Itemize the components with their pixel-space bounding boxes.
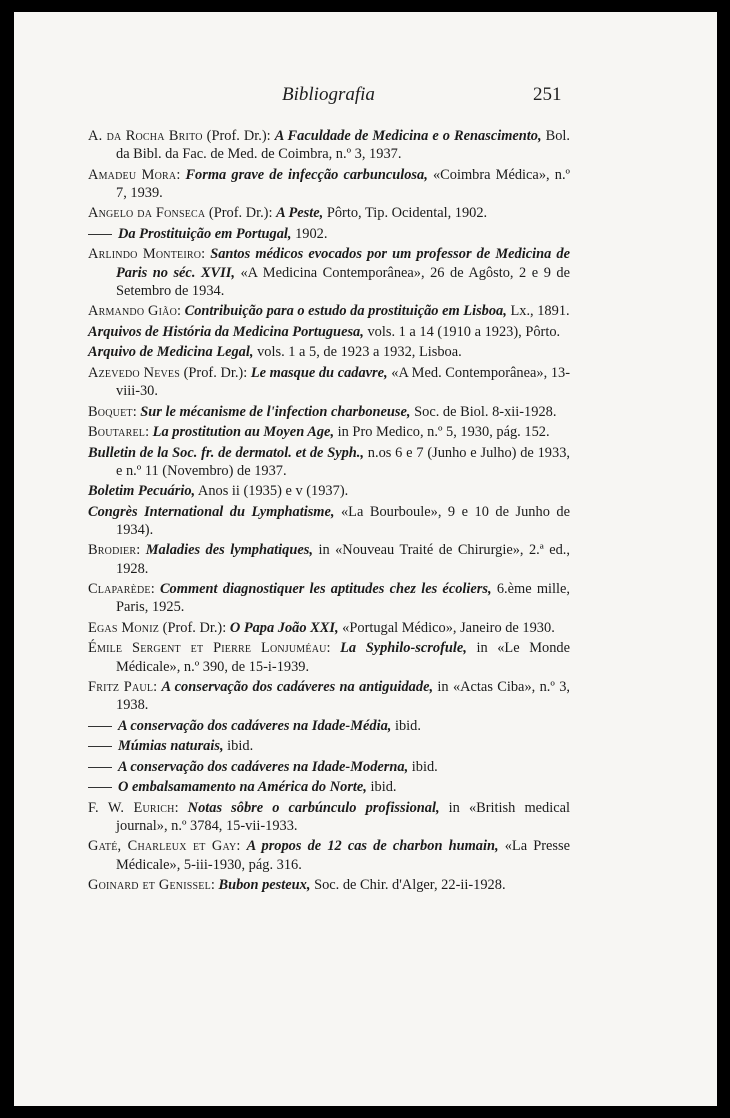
entry-author-suffix: : — [176, 166, 186, 183]
entry-author: Angelo da Fonseca — [88, 205, 206, 222]
bibliography-entry — [88, 758, 570, 776]
entry-reference: Lx., 1891. — [506, 303, 570, 320]
entry-reference: Soc. de Biol. 8-xii-1928. — [410, 403, 557, 420]
entry-title: La Syphilo-scrofule, — [340, 640, 467, 657]
entry-author: Goinard et Genissel — [88, 877, 211, 894]
bibliography-entry — [88, 541, 570, 577]
entry-title: O embalsamamento na América do Norte, — [118, 779, 367, 796]
bibliography-entry — [88, 482, 570, 500]
entry-author-suffix: : — [177, 303, 185, 320]
entry-reference: ibid. — [223, 738, 254, 755]
entry-reference: «La Presse Médicale», 5-iii-1930, pág. 316. — [116, 838, 570, 873]
entry-author: Armando Gião — [88, 303, 178, 320]
bibliography-entry — [88, 403, 570, 421]
bibliography-entry — [88, 444, 570, 480]
entry-author: Boutarel — [88, 424, 146, 441]
bibliography-entry — [88, 837, 570, 873]
entry-author: A. da Rocha Brito — [88, 128, 203, 144]
entry-title: Arquivos de História da Medicina Portuguesa, — [88, 323, 364, 340]
entry-author-suffix: : — [145, 424, 153, 441]
entry-reference: «A Med. Contemporânea», 13-viii-30. — [116, 364, 570, 400]
entry-reference: vols. 1 a 14 (1910 a 1923), Pôrto. — [363, 323, 561, 340]
ditto-dash — [88, 746, 112, 747]
entry-title: O Papa João XXI, — [229, 619, 339, 636]
entry-reference: ibid. — [408, 758, 438, 775]
bibliography-entry — [88, 127, 570, 163]
entry-reference: «La Bourboule», 9 e 10 de Junho de 1934). — [116, 503, 570, 538]
entry-author: Egas Moniz — [88, 619, 160, 636]
ditto-dash — [88, 726, 112, 727]
entry-reference: «Portugal Médico», Janeiro de 1930. — [338, 619, 555, 636]
entry-title: Bulletin de la Soc. fr. de dermatol. et de Syph., — [88, 444, 364, 461]
ditto-dash — [88, 234, 112, 235]
entry-reference: Bol. da Bibl. da Fac. de Med. de Coimbra, n.º 3, 1937. — [116, 128, 571, 163]
book-page — [14, 12, 717, 1106]
entry-title: Comment diagnostiquer les aptitudes chez les écoliers, — [159, 581, 492, 598]
entry-reference: in «British medical journal», n.º 3784, 15-vii-1933. — [116, 799, 570, 834]
entry-author: Émile Sergent et Pierre Lonjuméau — [88, 640, 327, 657]
ditto-dash — [88, 787, 112, 788]
entry-reference: Anos ii (1935) e v (1937). — [195, 483, 349, 500]
bibliography-entry — [88, 619, 570, 637]
bibliography-entry — [88, 717, 570, 735]
bibliography-entry — [88, 876, 570, 894]
entry-title: Le masque du cadavre, — [250, 364, 388, 381]
entry-title: A conservação dos cadáveres na Idade-Média, — [118, 717, 392, 734]
entry-author-suffix: : — [210, 877, 219, 894]
bibliography-entry — [88, 580, 570, 616]
entry-reference: Soc. de Chir. d'Alger, 22-ii-1928. — [310, 877, 506, 894]
entry-reference: ibid. — [366, 779, 397, 796]
bibliography-entry — [88, 639, 570, 675]
entry-title: Congrès International du Lymphatisme, — [88, 503, 335, 520]
entry-reference: Pôrto, Tip. Ocidental, 1902. — [323, 205, 488, 222]
entry-author-suffix: : — [174, 799, 188, 816]
entry-author-suffix: : — [136, 542, 146, 559]
entry-author: Gaté, Charleux et Gay — [88, 838, 237, 855]
entry-title: Boletim Pecuário, — [88, 483, 196, 500]
page-number: 251 — [533, 84, 562, 105]
bibliography-entry — [88, 343, 570, 361]
entry-reference: n.os 6 e 7 (Junho e Julho) de 1933, e n.º 11 (Novembro) de 1937. — [116, 444, 570, 479]
bibliography-entry — [88, 225, 570, 243]
entry-author: Azevedo Neves — [88, 364, 181, 381]
entry-title: Santos médicos evocados por um professor de Medicina de Paris no séc. XVII, — [116, 246, 570, 281]
bibliography-entry — [88, 503, 570, 539]
bibliography-entry — [88, 423, 570, 441]
entry-title: Notas sôbre o carbúnculo profissional, — [187, 799, 440, 816]
entry-reference: vols. 1 a 5, de 1923 a 1932, Lisboa. — [253, 344, 462, 361]
entry-author-suffix: : — [132, 403, 141, 420]
entry-title: A Peste, — [276, 205, 324, 222]
entry-title: Da Prostituição em Portugal, — [118, 225, 292, 242]
bibliography-entry — [88, 166, 570, 202]
entry-reference: ibid. — [391, 717, 421, 734]
entry-author: Claparède — [88, 581, 151, 598]
bibliography-entry — [88, 364, 570, 400]
entry-author-suffix: : — [236, 838, 247, 855]
bibliography-entry — [88, 323, 570, 341]
entry-title: Forma grave de infecção carbunculosa, — [185, 166, 428, 183]
entry-title: Sur le mécanisme de l'infection charboneuse, — [140, 403, 411, 420]
entry-reference: in «Actas Ciba», n.º 3, 1938. — [116, 679, 570, 714]
bibliography-entry — [88, 204, 570, 222]
bibliography-entry — [88, 799, 570, 835]
bibliography-entry — [88, 778, 570, 796]
entry-author: Arlindo Monteiro — [88, 246, 202, 263]
entry-author: Boquet — [88, 403, 133, 420]
entry-title: Maladies des lymphatiques, — [145, 542, 313, 559]
entry-author: F. W. Eurich — [88, 799, 175, 816]
entry-reference: in Pro Medico, n.º 5, 1930, pág. 152. — [334, 424, 550, 441]
entry-author: Fritz Paul — [88, 679, 154, 696]
running-title: Bibliografia — [282, 84, 375, 105]
entry-title: Contribuição para o estudo da prostituição em Lisboa, — [184, 303, 507, 320]
entry-author: Brodier — [88, 542, 137, 559]
entry-title: A conservação dos cadáveres na antiguidade, — [161, 679, 434, 696]
entry-title: A propos de 12 cas de charbon humain, — [246, 838, 499, 855]
bibliography-entry — [88, 678, 570, 714]
bibliography-entry — [88, 245, 570, 300]
entry-author-suffix: (Prof. Dr.): — [205, 205, 277, 222]
entry-reference: in «Nouveau Traité de Chirurgie», 2.ª ed., 1928. — [116, 542, 570, 577]
entry-reference: in «Le Monde Médicale», n.º 390, de 15-i-1939. — [116, 640, 570, 675]
entry-title: Múmias naturais, — [118, 738, 224, 755]
entry-reference: 6.ème mille, Paris, 1925. — [116, 581, 571, 616]
entry-author-suffix: : — [150, 581, 160, 598]
ditto-dash — [88, 767, 112, 768]
bibliography-entry — [88, 302, 570, 320]
entry-title: La prostitution au Moyen Age, — [152, 424, 335, 441]
entry-author-suffix: : — [201, 246, 211, 263]
entry-author: Amadeu Mora — [88, 166, 177, 183]
entry-reference: 1902. — [291, 225, 328, 242]
entry-author-suffix: (Prof. Dr.): — [202, 128, 275, 144]
entry-title: A conservação dos cadáveres na Idade-Moderna, — [118, 758, 409, 775]
entry-title: Arquivo de Medicina Legal, — [88, 344, 254, 361]
entry-author-suffix: (Prof. Dr.): — [159, 619, 230, 636]
entry-author-suffix: : — [326, 640, 341, 657]
bibliography-entry — [88, 737, 570, 755]
entry-title: A Faculdade de Medicina e o Renascimento, — [274, 128, 542, 144]
entry-author-suffix: (Prof. Dr.): — [180, 364, 251, 381]
bibliography-list — [88, 127, 570, 897]
entry-reference: «Coimbra Médica», n.º 7, 1939. — [116, 166, 571, 201]
page-header — [14, 84, 717, 114]
entry-author-suffix: : — [153, 679, 162, 696]
entry-title: Bubon pesteux, — [218, 877, 311, 894]
entry-reference: «A Medicina Contemporânea», 26 de Agôsto, 2 e 9 de Setembro de 1934. — [116, 264, 570, 299]
